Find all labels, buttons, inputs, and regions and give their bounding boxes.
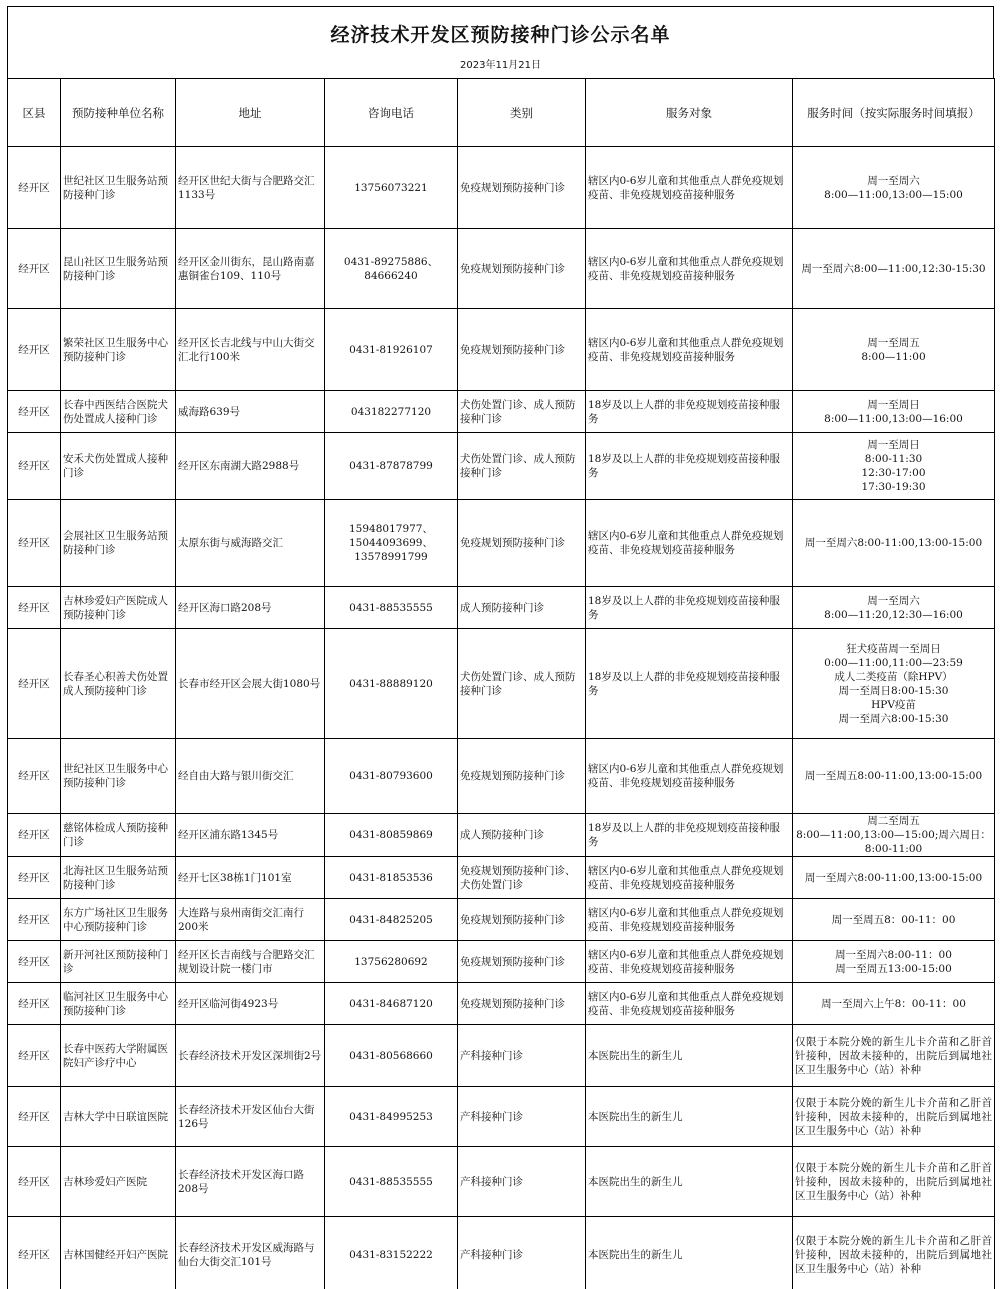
service-target-cell: 辖区内0-6岁儿童和其他重点人群免疫规划疫苗、非免疫规划疫苗接种服务	[586, 500, 793, 587]
service-hours-cell: 仅限于本院分娩的新生儿卡介苗和乙肝首针接种，因故未接种的，出院后到属地社区卫生服务中心（站）补种	[793, 1087, 995, 1147]
category-cell: 免疫规划预防接种门诊、犬伤处置门诊	[458, 857, 586, 899]
district-cell: 经开区	[8, 739, 61, 814]
service-target-cell: 辖区内0-6岁儿童和其他重点人群免疫规划疫苗、非免疫规划疫苗接种服务	[586, 147, 793, 229]
service-target-cell: 18岁及以上人群的非免疫规划疫苗接种服务	[586, 391, 793, 433]
address-cell: 经开区临河街4923号	[176, 983, 325, 1025]
table-body	[8, 147, 995, 1289]
service-hours-cell: 仅限于本院分娩的新生儿卡介苗和乙肝首针接种，因故未接种的，出院后到属地社区卫生服务中心（站）补种	[793, 1217, 995, 1289]
header-row	[8, 79, 995, 147]
phone-cell: 0431-80859869	[325, 814, 458, 857]
service-hours-cell: 周二至周五 8:00—11:00,13:00—15:00;周六周日：8:00-11:00	[793, 814, 995, 857]
district-cell: 经开区	[8, 857, 61, 899]
category-cell: 免疫规划预防接种门诊	[458, 500, 586, 587]
district-cell: 经开区	[8, 391, 61, 433]
phone-cell: 043182277120	[325, 391, 458, 433]
header-hours: 服务时间（按实际服务时间填报）	[793, 79, 995, 147]
service-target-cell: 18岁及以上人群的非免疫规划疫苗接种服务	[586, 814, 793, 857]
category-cell: 产科接种门诊	[458, 1025, 586, 1087]
unit-name-cell: 长春圣心积善犬伤处置成人预防接种门诊	[61, 629, 176, 739]
table-row	[8, 587, 995, 629]
service-target-cell: 18岁及以上人群的非免疫规划疫苗接种服务	[586, 433, 793, 500]
title-block	[7, 6, 994, 78]
phone-cell: 0431-84825205	[325, 899, 458, 941]
service-target-cell: 辖区内0-6岁儿童和其他重点人群免疫规划疫苗、非免疫规划疫苗接种服务	[586, 857, 793, 899]
unit-name-cell: 吉林珍爱妇产医院	[61, 1147, 176, 1217]
service-hours-cell: 周一至周六 8:00—11:20,12:30—16:00	[793, 587, 995, 629]
service-target-cell: 辖区内0-6岁儿童和其他重点人群免疫规划疫苗、非免疫规划疫苗接种服务	[586, 899, 793, 941]
address-cell: 经开区长吉南线与合肥路交汇规划设计院一楼门市	[176, 941, 325, 983]
district-cell: 经开区	[8, 1147, 61, 1217]
unit-name-cell: 慈铭体检成人预防接种门诊	[61, 814, 176, 857]
category-cell: 犬伤处置门诊、成人预防接种门诊	[458, 433, 586, 500]
category-cell: 产科接种门诊	[458, 1147, 586, 1217]
table-row	[8, 391, 995, 433]
service-hours-cell: 周一至周六 8:00—11:00,13:00—15:00	[793, 147, 995, 229]
category-cell: 免疫规划预防接种门诊	[458, 739, 586, 814]
service-hours-cell: 周一至周五 8:00—11:00	[793, 309, 995, 391]
phone-cell: 0431-81926107	[325, 309, 458, 391]
service-hours-cell: 周一至周六8:00-11:00,13:00-15:00	[793, 500, 995, 587]
clinic-table	[7, 78, 995, 1289]
phone-cell: 0431-80793600	[325, 739, 458, 814]
header-unit: 预防接种单位名称	[61, 79, 176, 147]
service-hours-cell: 周一至周六8:00-11:00,13:00-15:00	[793, 857, 995, 899]
service-hours-cell: 周一至周六上午8：00-11：00	[793, 983, 995, 1025]
table-row	[8, 309, 995, 391]
address-cell: 经开区金川街东，昆山路南嘉惠铜雀台109、110号	[176, 229, 325, 309]
service-hours-cell: 周一至周六8:00—11:00,12:30-15:30	[793, 229, 995, 309]
header-district: 区县	[8, 79, 61, 147]
district-cell: 经开区	[8, 941, 61, 983]
address-cell: 经开七区38栋1门101室	[176, 857, 325, 899]
category-cell: 免疫规划预防接种门诊	[458, 229, 586, 309]
service-target-cell: 本医院出生的新生儿	[586, 1087, 793, 1147]
service-target-cell: 本医院出生的新生儿	[586, 1147, 793, 1217]
category-cell: 成人预防接种门诊	[458, 587, 586, 629]
table-row	[8, 857, 995, 899]
phone-cell: 13756280692	[325, 941, 458, 983]
unit-name-cell: 繁荣社区卫生服务中心预防接种门诊	[61, 309, 176, 391]
table-row	[8, 983, 995, 1025]
category-cell: 免疫规划预防接种门诊	[458, 309, 586, 391]
category-cell: 成人预防接种门诊	[458, 814, 586, 857]
service-target-cell: 18岁及以上人群的非免疫规划疫苗接种服务	[586, 629, 793, 739]
header-address: 地址	[176, 79, 325, 147]
phone-cell: 0431-80568660	[325, 1025, 458, 1087]
table-row	[8, 1087, 995, 1147]
district-cell: 经开区	[8, 629, 61, 739]
table-row	[8, 629, 995, 739]
header-target: 服务对象	[586, 79, 793, 147]
address-cell: 经开区世纪大街与合肥路交汇1133号	[176, 147, 325, 229]
category-cell: 免疫规划预防接种门诊	[458, 983, 586, 1025]
unit-name-cell: 新开河社区预防接种门诊	[61, 941, 176, 983]
unit-name-cell: 长春中西医结合医院犬伤处置成人接种门诊	[61, 391, 176, 433]
address-cell: 经自由大路与银川街交汇	[176, 739, 325, 814]
address-cell: 长春经济技术开发区仙台大街126号	[176, 1087, 325, 1147]
table-row	[8, 500, 995, 587]
district-cell: 经开区	[8, 587, 61, 629]
district-cell: 经开区	[8, 1025, 61, 1087]
phone-cell: 0431-81853536	[325, 857, 458, 899]
unit-name-cell: 安禾犬伤处置成人接种门诊	[61, 433, 176, 500]
service-target-cell: 辖区内0-6岁儿童和其他重点人群免疫规划疫苗、非免疫规划疫苗接种服务	[586, 309, 793, 391]
table-row	[8, 1217, 995, 1289]
address-cell: 长春经济技术开发区深圳街2号	[176, 1025, 325, 1087]
category-cell: 免疫规划预防接种门诊	[458, 147, 586, 229]
district-cell: 经开区	[8, 229, 61, 309]
unit-name-cell: 东方广场社区卫生服务中心预防接种门诊	[61, 899, 176, 941]
table-row	[8, 941, 995, 983]
category-cell: 产科接种门诊	[458, 1217, 586, 1289]
address-cell: 威海路639号	[176, 391, 325, 433]
unit-name-cell: 吉林国健经开妇产医院	[61, 1217, 176, 1289]
service-target-cell: 18岁及以上人群的非免疫规划疫苗接种服务	[586, 587, 793, 629]
service-hours-cell: 周一至周六8:00-11：00 周一至周五13:00-15:00	[793, 941, 995, 983]
category-cell: 犬伤处置门诊、成人预防接种门诊	[458, 391, 586, 433]
unit-name-cell: 世纪社区卫生服务中心预防接种门诊	[61, 739, 176, 814]
phone-cell: 0431-88535555	[325, 587, 458, 629]
phone-cell: 0431-88535555	[325, 1147, 458, 1217]
page-title: 经济技术开发区预防接种门诊公示名单	[330, 24, 671, 46]
address-cell: 长春市经开区会展大街1080号	[176, 629, 325, 739]
service-hours-cell: 周一至周日 8:00—11:00,13:00—16:00	[793, 391, 995, 433]
table-row	[8, 147, 995, 229]
table-row	[8, 1147, 995, 1217]
phone-cell: 0431-88889120	[325, 629, 458, 739]
unit-name-cell: 北海社区卫生服务站预防接种门诊	[61, 857, 176, 899]
service-hours-cell: 周一至周五8：00-11：00	[793, 899, 995, 941]
table-row	[8, 1025, 995, 1087]
address-cell: 经开区浦东路1345号	[176, 814, 325, 857]
district-cell: 经开区	[8, 147, 61, 229]
address-cell: 长春经济技术开发区威海路与仙台大街交汇101号	[176, 1217, 325, 1289]
category-cell: 犬伤处置门诊、成人预防接种门诊	[458, 629, 586, 739]
phone-cell: 0431-89275886、84666240	[325, 229, 458, 309]
table-row	[8, 433, 995, 500]
publish-date: 2023年11月21日	[460, 60, 541, 71]
district-cell: 经开区	[8, 433, 61, 500]
service-target-cell: 辖区内0-6岁儿童和其他重点人群免疫规划疫苗、非免疫规划疫苗接种服务	[586, 941, 793, 983]
table-row	[8, 739, 995, 814]
document-sheet	[7, 6, 994, 1289]
district-cell: 经开区	[8, 309, 61, 391]
district-cell: 经开区	[8, 899, 61, 941]
unit-name-cell: 临河社区卫生服务中心预防接种门诊	[61, 983, 176, 1025]
unit-name-cell: 世纪社区卫生服务站预防接种门诊	[61, 147, 176, 229]
service-hours-cell: 仅限于本院分娩的新生儿卡介苗和乙肝首针接种，因故未接种的，出院后到属地社区卫生服务中心（站）补种	[793, 1025, 995, 1087]
unit-name-cell: 吉林珍爱妇产医院成人预防接种门诊	[61, 587, 176, 629]
unit-name-cell: 长春中医药大学附属医院妇产诊疗中心	[61, 1025, 176, 1087]
service-hours-cell: 周一至周五8:00-11:00,13:00-15:00	[793, 739, 995, 814]
service-target-cell: 辖区内0-6岁儿童和其他重点人群免疫规划疫苗、非免疫规划疫苗接种服务	[586, 229, 793, 309]
header-category: 类别	[458, 79, 586, 147]
phone-cell: 0431-84995253	[325, 1087, 458, 1147]
address-cell: 太原东街与威海路交汇	[176, 500, 325, 587]
category-cell: 产科接种门诊	[458, 1087, 586, 1147]
address-cell: 经开区东南湖大路2988号	[176, 433, 325, 500]
phone-cell: 0431-84687120	[325, 983, 458, 1025]
district-cell: 经开区	[8, 1217, 61, 1289]
category-cell: 免疫规划预防接种门诊	[458, 899, 586, 941]
service-target-cell: 辖区内0-6岁儿童和其他重点人群免疫规划疫苗、非免疫规划疫苗接种服务	[586, 739, 793, 814]
service-target-cell: 本医院出生的新生儿	[586, 1217, 793, 1289]
district-cell: 经开区	[8, 814, 61, 857]
phone-cell: 0431-87878799	[325, 433, 458, 500]
category-cell: 免疫规划预防接种门诊	[458, 941, 586, 983]
header-phone: 咨询电话	[325, 79, 458, 147]
service-hours-cell: 周一至周日 8:00-11:30 12:30-17:00 17:30-19:30	[793, 433, 995, 500]
district-cell: 经开区	[8, 983, 61, 1025]
phone-cell: 15948017977、15044093699、13578991799	[325, 500, 458, 587]
phone-cell: 0431-83152222	[325, 1217, 458, 1289]
service-hours-cell: 狂犬疫苗周一至周日 0:00—11:00,11:00—23:59 成人二类疫苗（除HPV） 周一至周日8:00-15:30 HPV疫苗 周一至周六8:00-15:30	[793, 629, 995, 739]
service-target-cell: 辖区内0-6岁儿童和其他重点人群免疫规划疫苗、非免疫规划疫苗接种服务	[586, 983, 793, 1025]
service-hours-cell: 仅限于本院分娩的新生儿卡介苗和乙肝首针接种，因故未接种的，出院后到属地社区卫生服务中心（站）补种	[793, 1147, 995, 1217]
unit-name-cell: 吉林大学中日联谊医院	[61, 1087, 176, 1147]
table-row	[8, 229, 995, 309]
service-target-cell: 本医院出生的新生儿	[586, 1025, 793, 1087]
unit-name-cell: 会展社区卫生服务站预防接种门诊	[61, 500, 176, 587]
address-cell: 经开区海口路208号	[176, 587, 325, 629]
district-cell: 经开区	[8, 1087, 61, 1147]
phone-cell: 13756073221	[325, 147, 458, 229]
table-row	[8, 814, 995, 857]
address-cell: 大连路与泉州南街交汇南行200米	[176, 899, 325, 941]
address-cell: 经开区长吉北线与中山大街交汇北行100米	[176, 309, 325, 391]
address-cell: 长春经济技术开发区海口路208号	[176, 1147, 325, 1217]
unit-name-cell: 昆山社区卫生服务站预防接种门诊	[61, 229, 176, 309]
table-row	[8, 899, 995, 941]
district-cell: 经开区	[8, 500, 61, 587]
